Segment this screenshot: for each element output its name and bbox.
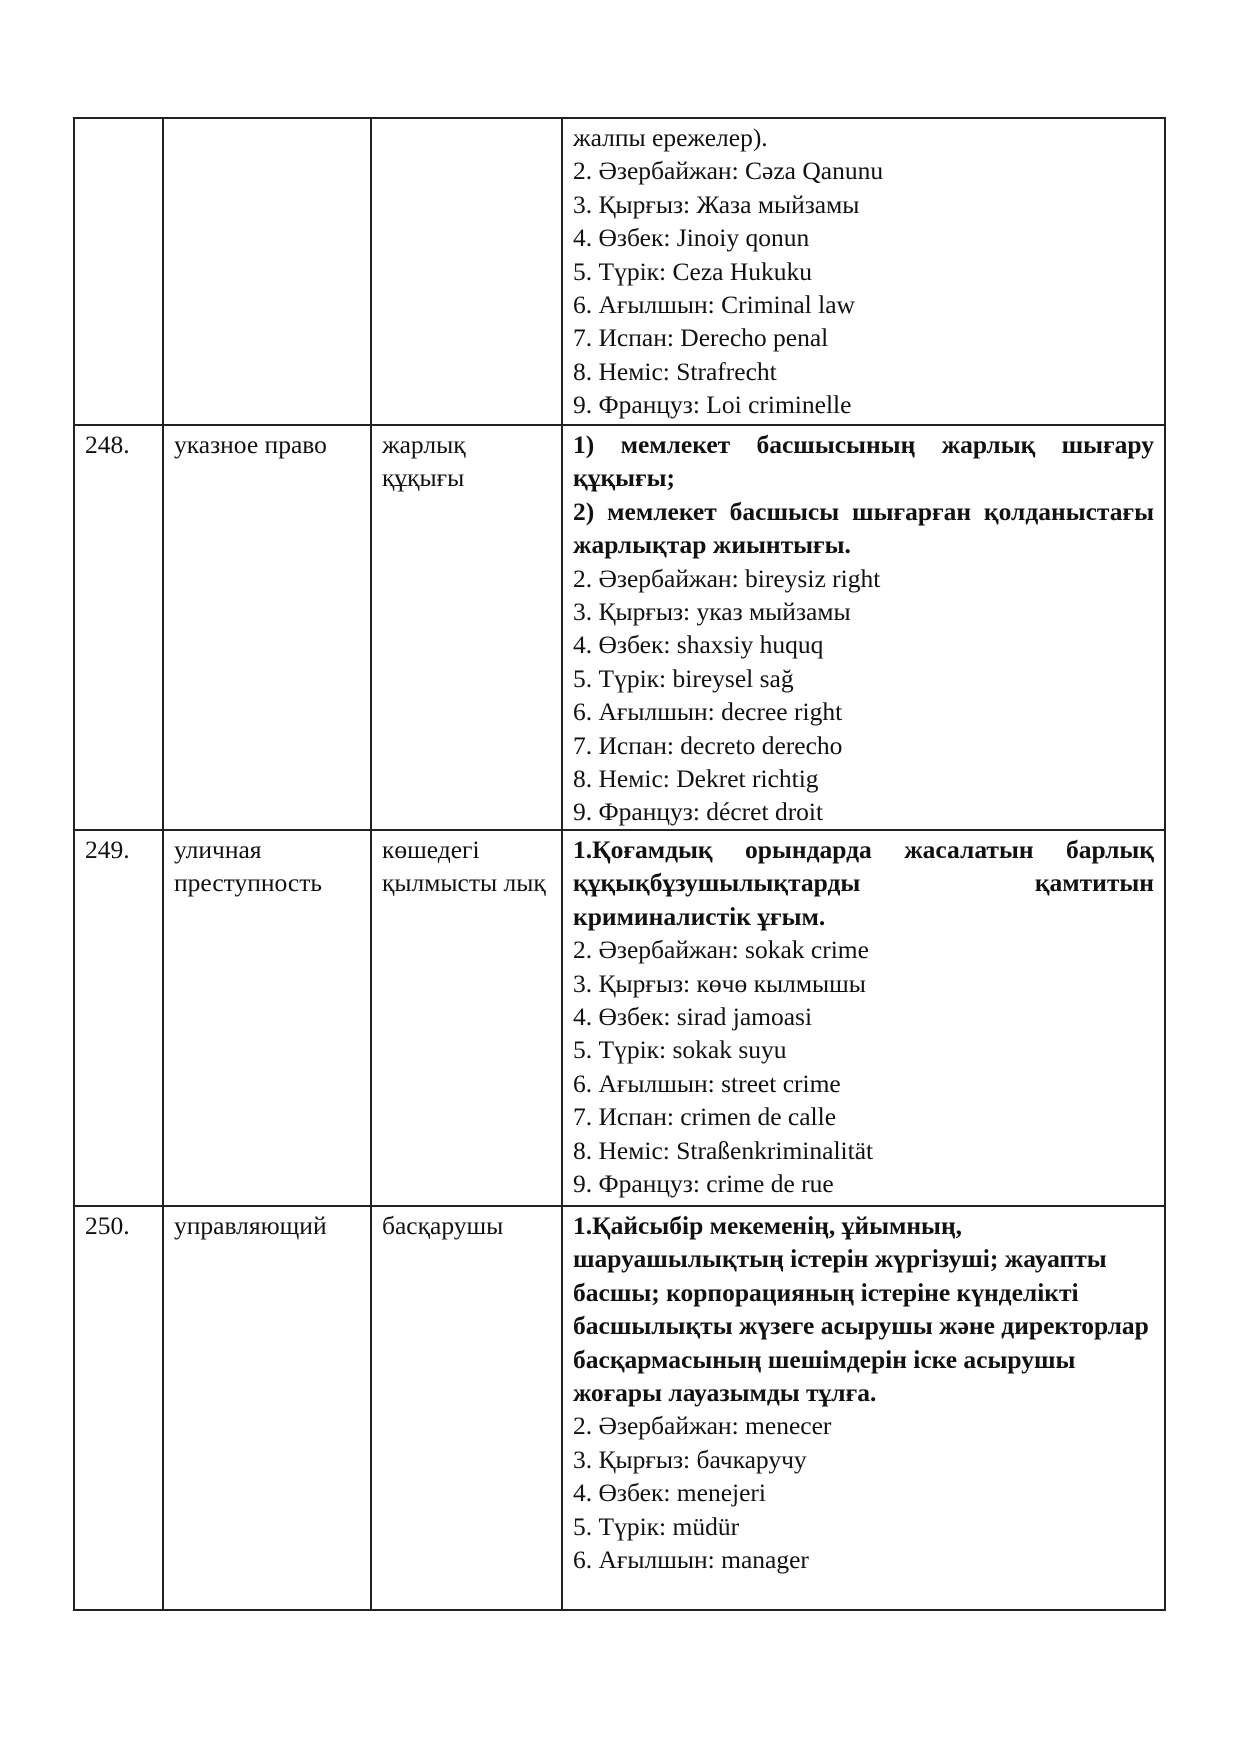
translation-line: 6. Ағылшын: Criminal law xyxy=(573,290,855,320)
russian-term-cell xyxy=(163,118,371,425)
definition-text: 1) мемлекет басшысының жарлық шығару құқығы; xyxy=(573,430,1154,493)
translation-line: 8. Неміс: Dekret richtig xyxy=(573,764,819,794)
definition-cell xyxy=(562,425,1165,830)
table-row xyxy=(74,830,1165,1206)
row-number-cell: 248. xyxy=(74,425,163,830)
translation-line: 7. Испан: Derecho penal xyxy=(573,323,829,353)
translation-line: 2. Әзербайжан: bireysiz right xyxy=(573,563,881,593)
row-number-cell: 249. xyxy=(74,830,163,1206)
translation-line: 2. Әзербайжан: Cəza Qanunu xyxy=(573,156,884,186)
definition-cell xyxy=(562,118,1165,425)
kazakh-term-cell: жарлық құқығы xyxy=(371,425,562,830)
translation-line: 3. Қырғыз: бачкаручу xyxy=(573,1444,807,1474)
translation-line: 2. Әзербайжан: sokak crime xyxy=(573,935,869,965)
russian-term-cell: управляющий xyxy=(163,1206,371,1610)
row-number-cell xyxy=(74,118,163,425)
kazakh-term-cell: көшедегі қылмысты лық xyxy=(371,830,562,1206)
translation-line: 3. Қырғыз: Жаза мыйзамы xyxy=(573,189,860,219)
translation-line: 5. Түрік: Ceza Hukuku xyxy=(573,256,813,286)
russian-term-cell: уличная преступность xyxy=(163,830,371,1206)
kazakh-term-cell: басқарушы xyxy=(371,1206,562,1610)
translation-line: 7. Испан: decreto derecho xyxy=(573,730,843,760)
translation-line: 9. Француз: crime de rue xyxy=(573,1168,834,1198)
row-number-cell: 250. xyxy=(74,1206,163,1610)
translation-line: 4. Өзбек: menejeri xyxy=(573,1478,766,1508)
definition-text: 2) мемлекет басшысы шығарған қолданыстағы жарлықтар жиынтығы. xyxy=(573,496,1154,560)
glossary-table xyxy=(73,117,1166,1611)
definition-text: 1.Қоғамдық орындарда жасалатын барлық құқықбұзушылықтарды қамтитын криминалистік ұғым. xyxy=(573,834,1154,931)
definition-cell xyxy=(562,1206,1165,1610)
translation-line: 4. Өзбек: Jinoiy qonun xyxy=(573,223,810,253)
translation-line: 4. Өзбек: shaxsiy huquq xyxy=(573,630,824,660)
translation-line: 5. Түрік: sokak suyu xyxy=(573,1035,787,1065)
translation-line: 3. Қырғыз: указ мыйзамы xyxy=(573,597,851,627)
translation-line: 4. Өзбек: sirad jamoasi xyxy=(573,1001,813,1031)
translation-line: 5. Түрік: müdür xyxy=(573,1511,740,1541)
translation-line: 6. Ағылшын: street crime xyxy=(573,1068,841,1098)
translation-line: 7. Испан: crimen de calle xyxy=(573,1102,837,1132)
translation-line: 3. Қырғыз: көчө кылмышы xyxy=(573,968,866,998)
translation-line: 6. Ағылшын: decree right xyxy=(573,697,843,727)
translation-line: 5. Түрік: bireysel sağ xyxy=(573,663,794,693)
translation-line: 9. Француз: décret droit xyxy=(573,797,824,827)
table-row xyxy=(74,1206,1165,1610)
definition-cell xyxy=(562,830,1165,1206)
table-row xyxy=(74,425,1165,830)
translation-line: 9. Француз: Loi criminelle xyxy=(573,390,852,420)
russian-term-cell: указное право xyxy=(163,425,371,830)
translation-line: 8. Неміс: Straßenkriminalität xyxy=(573,1135,874,1165)
translation-line: 2. Әзербайжан: menecer xyxy=(573,1411,832,1441)
kazakh-term-cell xyxy=(371,118,562,425)
table-row xyxy=(74,118,1165,425)
definition-text: 1.Қайсыбір мекеменің, ұйымның, шаруашылықтың істерін жүргізуші; жауапты басшы; корпорацияның істеріне күнделікті басшылықты жүзеге асырушы және директорлар басқармасының шешімдерін іске асырушы жоғары лауазымды тұлға. xyxy=(573,1210,1149,1407)
translation-line: 8. Неміс: Strafrecht xyxy=(573,356,777,386)
translation-line: жалпы ережелер). xyxy=(573,123,768,152)
translation-line: 6. Ағылшын: manager xyxy=(573,1544,809,1574)
